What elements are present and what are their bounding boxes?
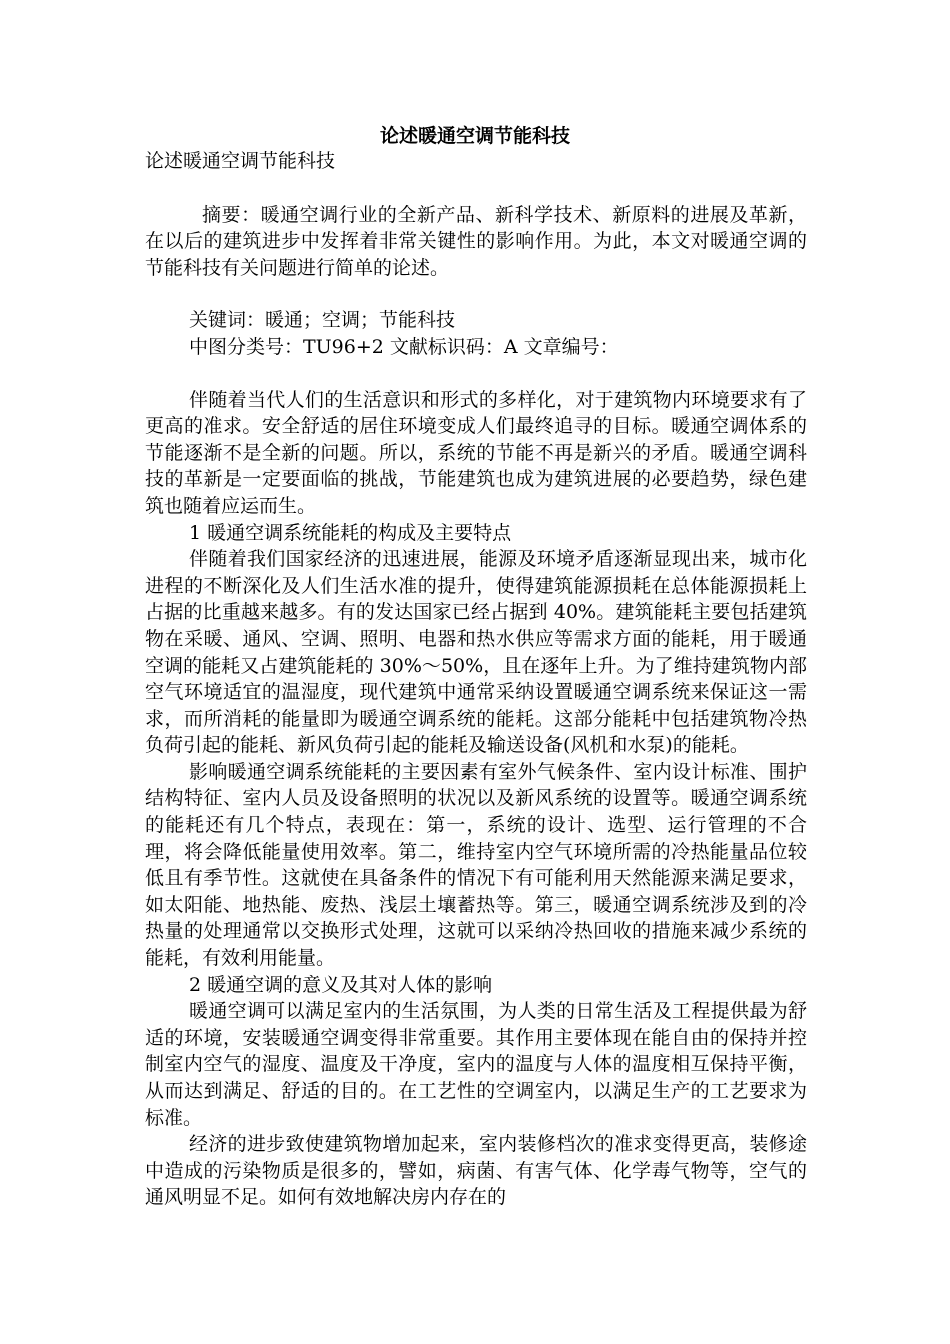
body-paragraph-intro: 伴随着当代人们的生活意识和形式的多样化，对于建筑物内环境要求有了更高的准求。安全舒适的居住环境变成人们最终追寻的目标。暖通空调体系的节能逐渐不是全新的问题。所以，系统的节能不再是新兴的矛盾。暖通空调科技的革新是一定要面临的挑战，节能建筑也成为建筑进展的必要趋势，绿色建筑也随着应运而生。	[145, 388, 807, 517]
document-subtitle: 论述暖通空调节能科技	[145, 150, 336, 172]
spacer	[145, 175, 807, 202]
classification-line: 中图分类号：TU96+2 文献标识码：A 文章编号：	[189, 335, 619, 358]
body-paragraph: 影响暖通空调系统能耗的主要因素有室外气候条件、室内设计标准、围护结构特征、室内人员及设备照明的状况以及新风系统的设置等。暖通空调系统的能耗还有几个特点，表现在：第一，系统的设计、选型、运行管理的不合理，将会降低能量使用效率。第二，维持室内空气环境所需的冷热能量品位较低且有季节性。这就使在具备条件的情况下有可能利用天然能源来满足要求，如太阳能、地热能、废热、浅层土壤蓄热等。第三，暖通空调系统涉及到的冷热量的处理通常以交换形式处理，这就可以采纳冷热回收的措施来减少系统的能耗，有效利用能量。	[145, 760, 807, 970]
spacer	[145, 361, 807, 387]
body-paragraph: 暖通空调可以满足室内的生活氛围，为人类的日常生活及工程提供最为舒适的环境，安装暖通空调变得非常重要。其作用主要体现在能自由的保持并控制室内空气的湿度、温度及干净度，室内的温度与人体的温度相互保持平衡，从而达到满足、舒适的目的。在工艺性的空调室内，以满足生产的工艺要求为标准。	[145, 1000, 807, 1129]
document-title: 论述暖通空调节能科技	[379, 125, 570, 147]
section-heading-2: 2 暖通空调的意义及其对人体的影响	[189, 973, 493, 996]
keywords-line: 关键词：暖通；空调；节能科技	[189, 309, 456, 332]
body-paragraph: 伴随着我们国家经济的迅速进展，能源及环境矛盾逐渐显现出来，城市化进程的不断深化及人们生活水准的提升，使得建筑能源损耗在总体能源损耗上占据的比重越来越多。有的发达国家已经占据到 40%。建筑能耗主要包括建筑物在采暖、通风、空调、照明、电器和热水供应等需求方面的能耗，用于暖通空调的能耗又占建筑能耗的 30%～50%，且在逐年上升。为了维持建筑物内部空气环境适宜的温湿度，现代建筑中通常采纳设置暖通空调系统来保证这一需求，而所消耗的能量即为暖通空调系统的能耗。这部分能耗中包括建筑物冷热负荷引起的能耗、新风负荷引起的能耗及输送设备(风机和水泵)的能耗。	[145, 548, 807, 757]
document-body	[145, 148, 807, 1211]
body-paragraph: 经济的进步致使建筑物增加起来，室内装修档次的准求变得更高，装修途中造成的污染物质是很多的，譬如，病菌、有害气体、化学毒气物等，空气的通风明显不足。如何有效地解决房内存在的	[145, 1133, 807, 1209]
section-heading-1: 1 暖通空调系统能耗的构成及主要特点	[189, 521, 512, 544]
spacer	[145, 281, 807, 307]
abstract-paragraph: 摘要：暖通空调行业的全新产品、新科学技术、新原料的进展及革新，在以后的建筑进步中发挥着非常关键性的影响作用。为此，本文对暖通空调的节能科技有关问题进行简单的论述。	[145, 203, 807, 279]
